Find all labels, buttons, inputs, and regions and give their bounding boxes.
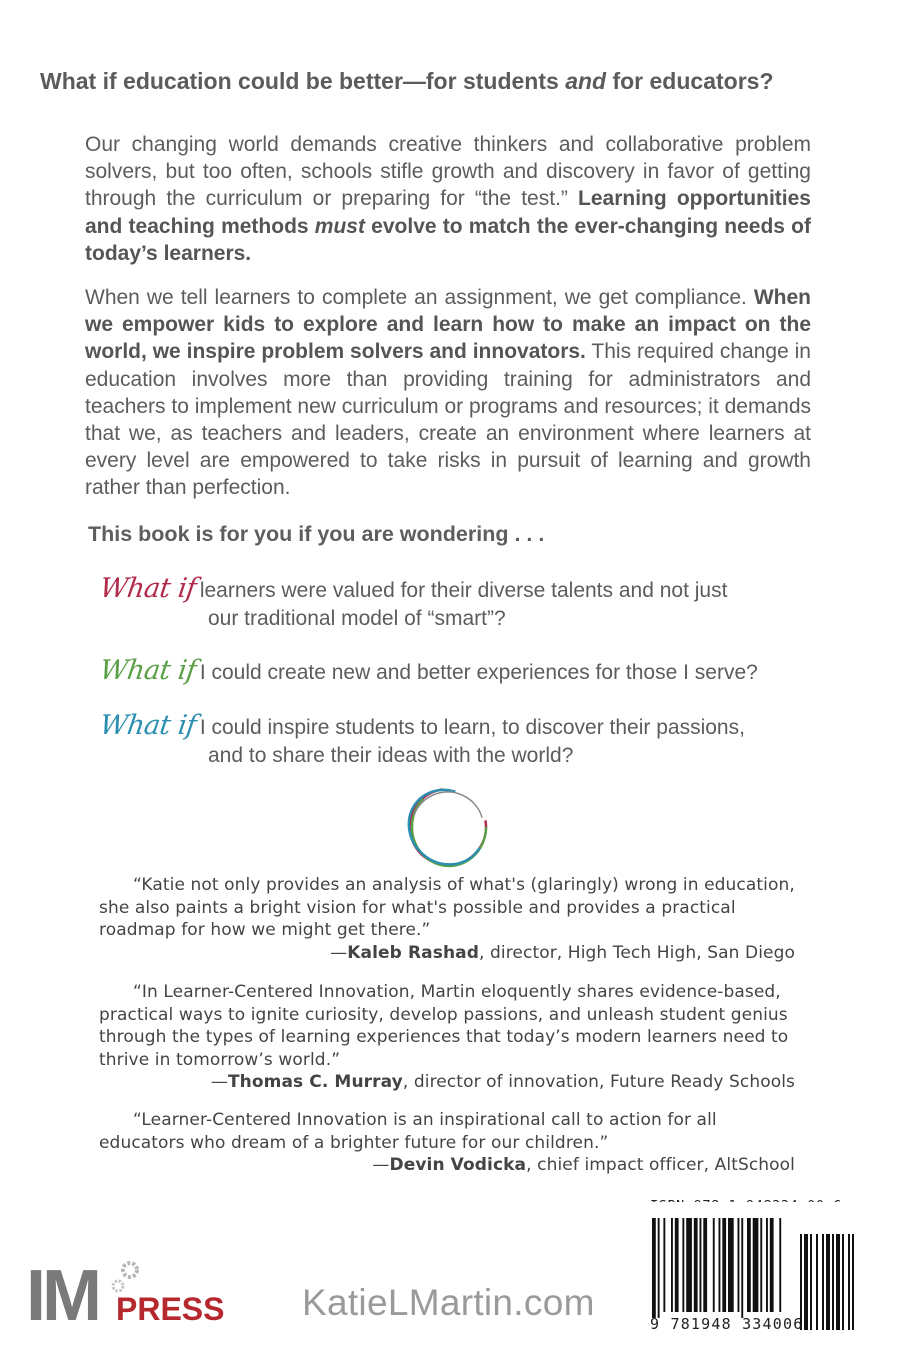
barcode-bar bbox=[652, 1218, 656, 1318]
barcode-bar bbox=[671, 1218, 673, 1312]
barcode-bar bbox=[770, 1218, 774, 1312]
whatif-item: What ifI could inspire students to learn, to discover their passions, and to share their ideas with the world? bbox=[97, 710, 745, 767]
circle-logo-icon bbox=[403, 782, 493, 872]
barcode-bar bbox=[741, 1218, 743, 1318]
testimonial-quote: “Learner-Centered Innovation is an inspirational call to action for all educators who dream of a brighter future for our children.” —Devin Vodicka, chief impact officer, AltSchool bbox=[99, 1110, 795, 1176]
barcode-bar bbox=[760, 1218, 762, 1312]
headline: What if education could be better—for students and for educators? bbox=[40, 68, 774, 94]
body-paragraph: When we tell learners to complete an assignment, we get compliance. When we empower kids to explore and learn how to make an impact on the world, we inspire problem solvers and innovators. This required change in education involves more than providing training for administrators and teachers to implement new curriculum or programs and resources; it demands that we, as teachers and leaders, create an environment where learners at every level are empowered to take risks in pursuit of learning and growth rather than perfection. bbox=[85, 286, 811, 500]
quote-author: Kaleb Rashad bbox=[347, 942, 479, 963]
author-website: KatieLMartin.com bbox=[302, 1282, 595, 1323]
barcode-bar bbox=[713, 1218, 715, 1312]
barcode-bar bbox=[766, 1218, 768, 1312]
barcode-bar bbox=[722, 1218, 726, 1312]
barcode-bar bbox=[804, 1234, 808, 1330]
barcode-bar bbox=[753, 1218, 759, 1312]
barcode-bar bbox=[694, 1218, 698, 1312]
barcode-bar bbox=[703, 1218, 707, 1312]
svg-text:IM: IM bbox=[26, 1258, 98, 1328]
barcode-bar bbox=[738, 1218, 740, 1312]
barcode-bar bbox=[686, 1218, 692, 1312]
barcode-bar bbox=[682, 1218, 684, 1312]
gear-icon bbox=[123, 1263, 137, 1277]
whatif-item: What iflearners were valued for their diverse talents and not just our traditional model of “smart”? bbox=[97, 573, 728, 630]
whatif-item: What ifI could create new and better experiences for those I serve? bbox=[97, 655, 758, 686]
barcode-bar bbox=[700, 1218, 702, 1312]
whatif-script-label: What if bbox=[97, 573, 199, 604]
gear-icon bbox=[113, 1281, 123, 1291]
barcode-bar bbox=[852, 1234, 854, 1330]
barcode-bar bbox=[675, 1218, 679, 1312]
quote-author: Thomas C. Murray bbox=[227, 1072, 403, 1093]
barcode-bar bbox=[832, 1234, 834, 1330]
isbn-digits: 9 781948 334006 bbox=[650, 1315, 804, 1333]
barcode-bar bbox=[822, 1234, 824, 1330]
barcode-bar bbox=[779, 1218, 781, 1312]
whatif-script-label: What if bbox=[97, 710, 199, 741]
testimonial-quote: “In Learner-Centered Innovation, Martin eloquently shares evidence-based, practical ways to ignite curiosity, develop passions, and unleash student genius through the types of learning experiences that today’s modern learners need to thrive in tomorrow’s world.” —Thomas C. Murray, director of innovation, Future Ready Schools bbox=[99, 982, 795, 1093]
testimonial-quote: “Katie not only provides an analysis of what's (glaringly) wrong in education, she also paints a bright vision for what's possible and provides a practical roadmap for how we might get there.” —Kaleb Rashad, director, High Tech High, San Diego bbox=[99, 875, 795, 963]
barcode-bar bbox=[728, 1218, 734, 1312]
barcode-bar bbox=[826, 1234, 830, 1330]
barcode-bar bbox=[719, 1218, 721, 1312]
barcode-bar bbox=[842, 1234, 844, 1330]
barcode-bar bbox=[747, 1218, 751, 1312]
intro-paragraph: Our changing world demands creative thinkers and collaborative problem solvers, but too often, schools stifle growth and discovery in favor of getting through the curriculum or preparing for “the test.” Learning opportunities and teaching methods must evolve to match the ever-changing needs of today’s learners. bbox=[85, 133, 811, 265]
publisher-logo bbox=[26, 1258, 226, 1328]
barcode-bar bbox=[663, 1218, 665, 1312]
quote-author: Devin Vodicka bbox=[389, 1155, 527, 1176]
barcode-bar bbox=[658, 1218, 660, 1318]
barcode-bar bbox=[848, 1234, 850, 1330]
barcode-bar bbox=[816, 1234, 818, 1330]
barcode-bar bbox=[810, 1234, 812, 1330]
whatif-script-label: What if bbox=[97, 655, 199, 686]
svg-text:PRESS: PRESS bbox=[116, 1291, 225, 1327]
wondering-heading: This book is for you if you are wondering . . . bbox=[88, 522, 545, 546]
barcode-bar bbox=[836, 1234, 840, 1330]
